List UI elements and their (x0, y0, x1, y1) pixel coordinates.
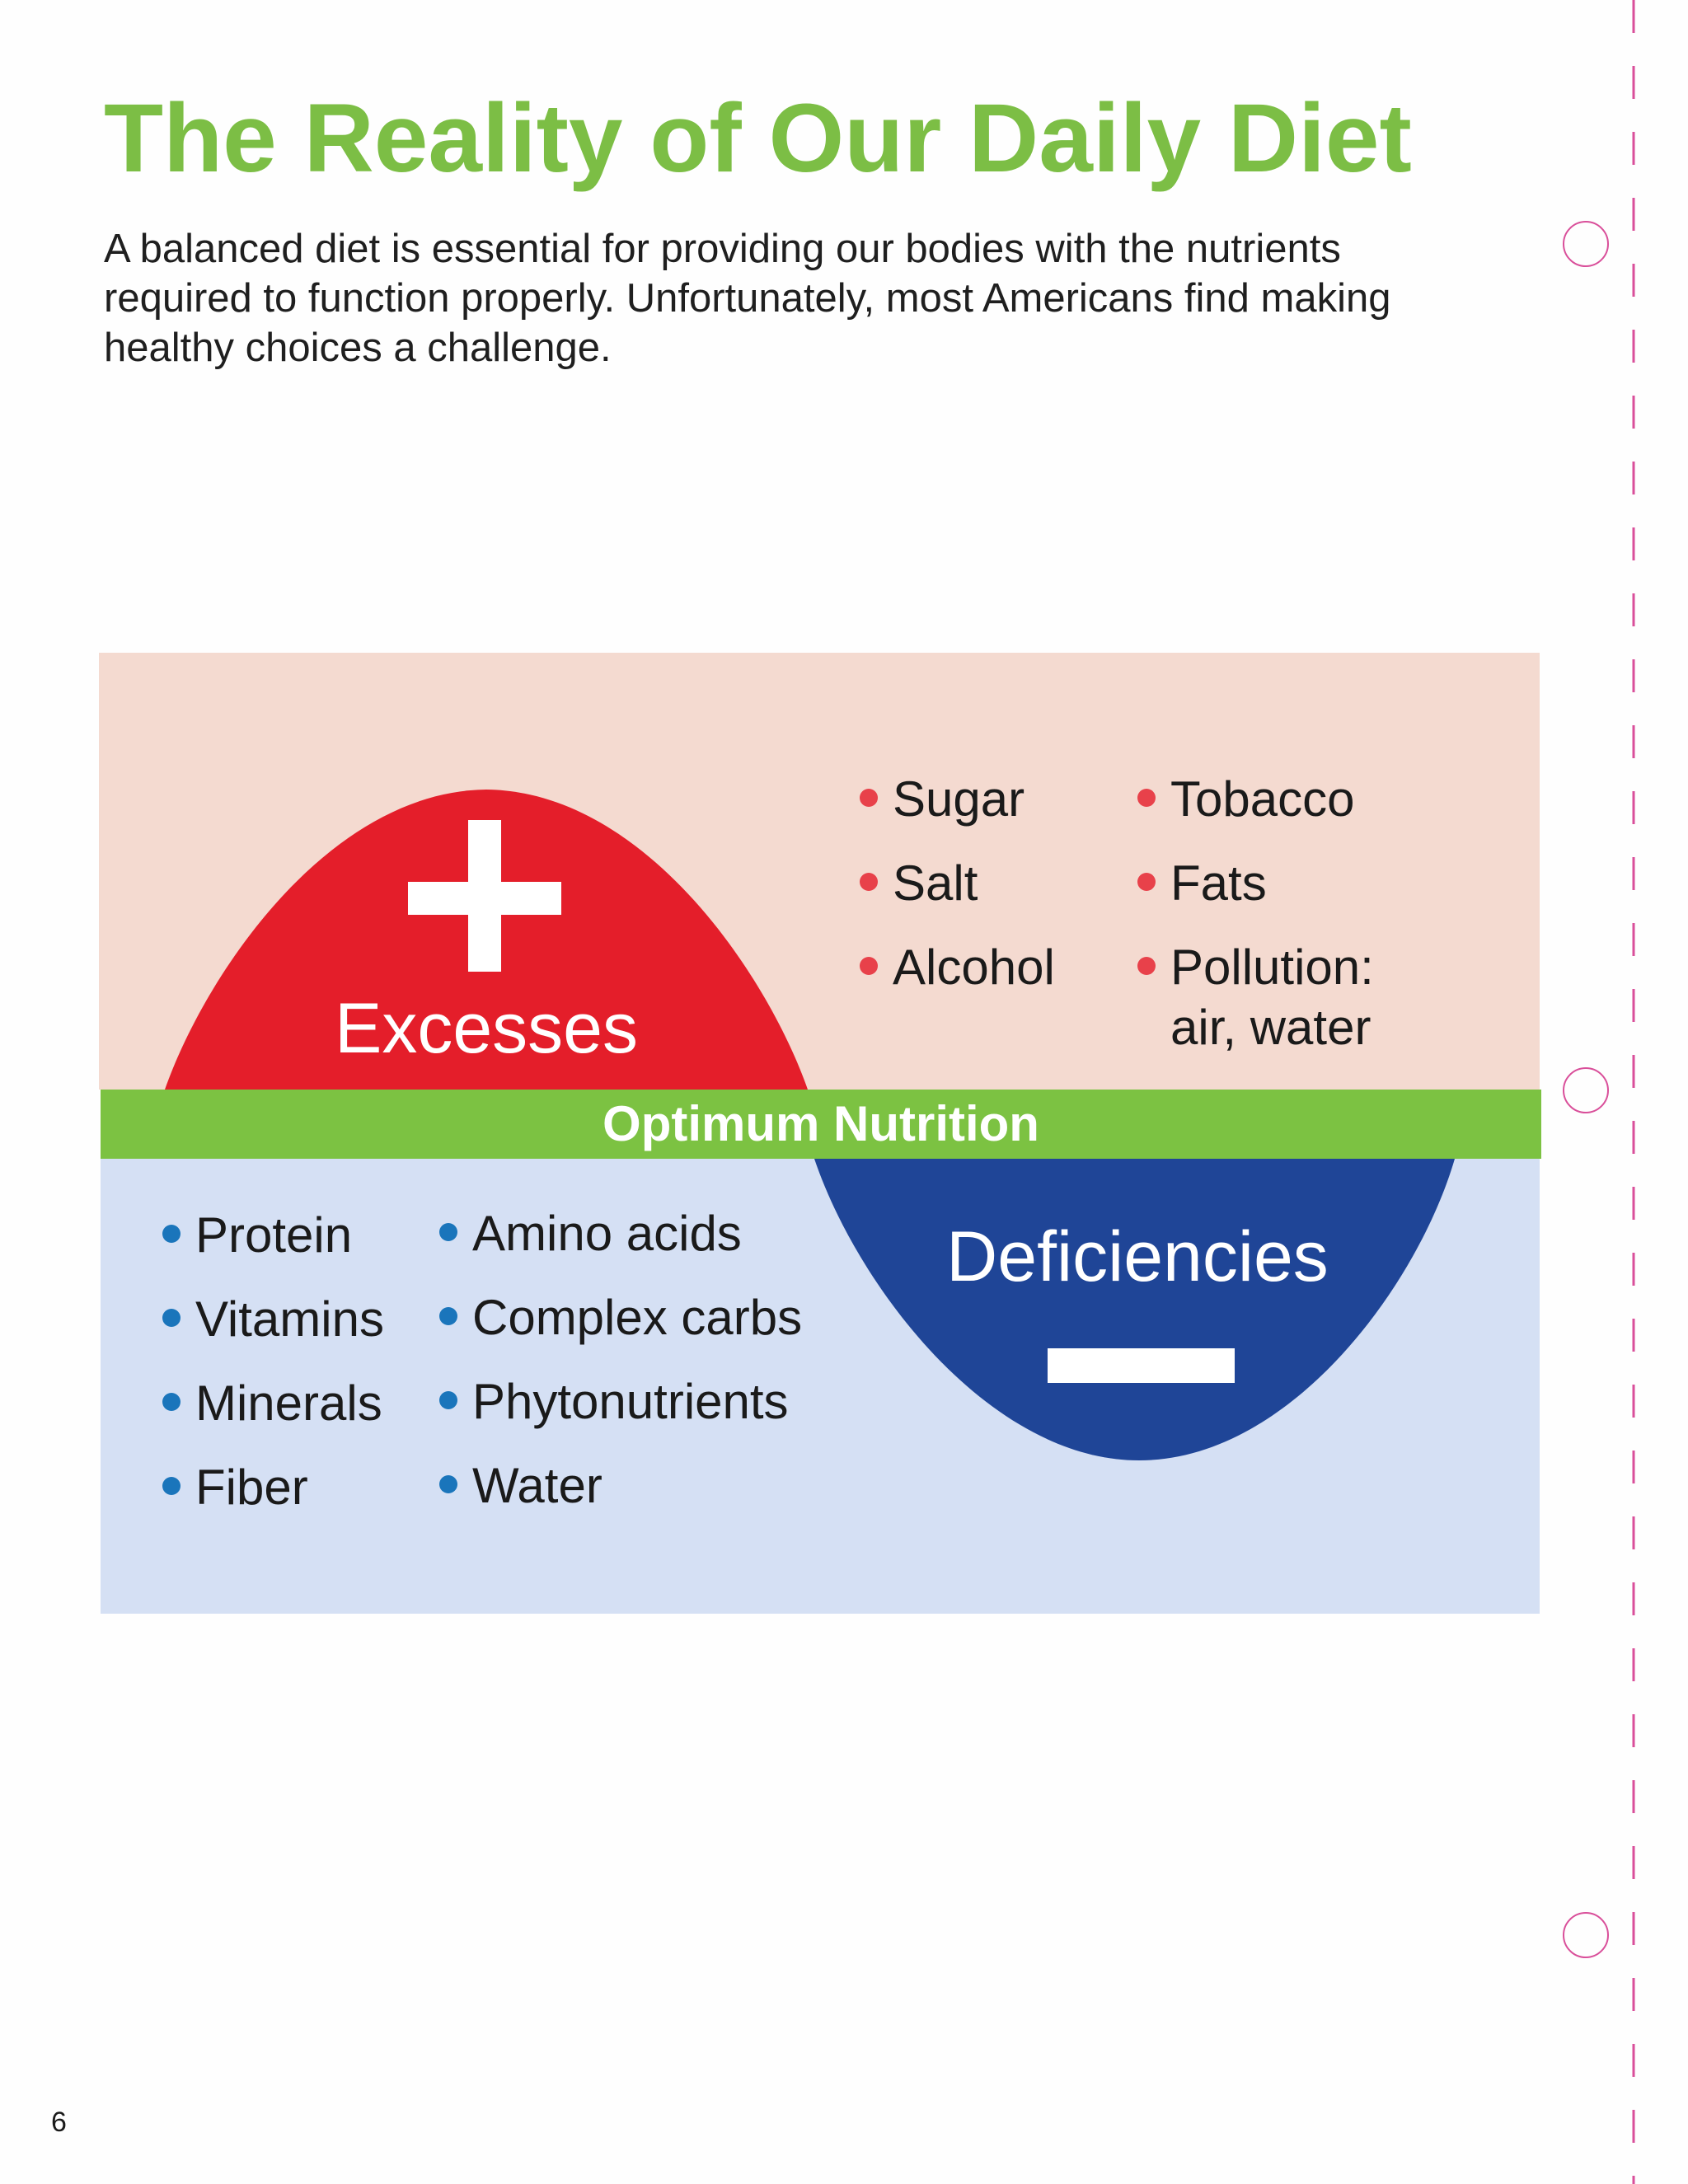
blue-bullet-icon (162, 1393, 181, 1411)
deficiency-item: Phytonutrients (439, 1373, 789, 1431)
red-bullet-icon (860, 957, 878, 975)
red-bullet-icon (1137, 789, 1156, 807)
deficiency-item: Water (439, 1457, 603, 1515)
excess-item: Fats (1137, 855, 1267, 912)
blue-bullet-icon (162, 1225, 181, 1243)
excess-item-continuation: air, water (1170, 1000, 1372, 1055)
blue-bullet-icon (439, 1223, 457, 1241)
blue-bullet-icon (439, 1391, 457, 1409)
optimum-nutrition-label: Optimum Nutrition (603, 1096, 1039, 1151)
excess-item: Salt (860, 855, 978, 912)
deficiency-item: Complex carbs (439, 1289, 802, 1347)
red-bullet-icon (860, 873, 878, 891)
page-title: The Reality of Our Daily Diet (104, 84, 1412, 193)
excess-item: Pollution: (1137, 939, 1374, 996)
deficiency-item: Vitamins (162, 1291, 384, 1348)
intro-paragraph: A balanced diet is essential for providing our bodies with the nutrients required to function properly. Unfortunately, most Americans find making healthy choices a challenge. (104, 227, 1391, 370)
excesses-label: Excesses (334, 989, 639, 1068)
page-number: 6 (51, 2107, 67, 2138)
excess-item: Sugar (860, 771, 1025, 828)
red-bullet-icon (860, 789, 878, 807)
deficiency-item: Minerals (162, 1375, 382, 1432)
red-bullet-icon (1137, 957, 1156, 975)
deficiency-item: Protein (162, 1207, 352, 1264)
excess-item: Alcohol (860, 939, 1055, 996)
minus-icon (1048, 1348, 1235, 1383)
deficiency-item: Amino acids (439, 1205, 742, 1263)
excess-item: Tobacco (1137, 771, 1354, 828)
blue-bullet-icon (439, 1307, 457, 1325)
blue-bullet-icon (162, 1477, 181, 1495)
deficiencies-label: Deficiencies (946, 1217, 1329, 1296)
blue-bullet-icon (162, 1309, 181, 1327)
deficiency-item: Fiber (162, 1459, 308, 1516)
blue-bullet-icon (439, 1475, 457, 1493)
red-bullet-icon (1137, 873, 1156, 891)
